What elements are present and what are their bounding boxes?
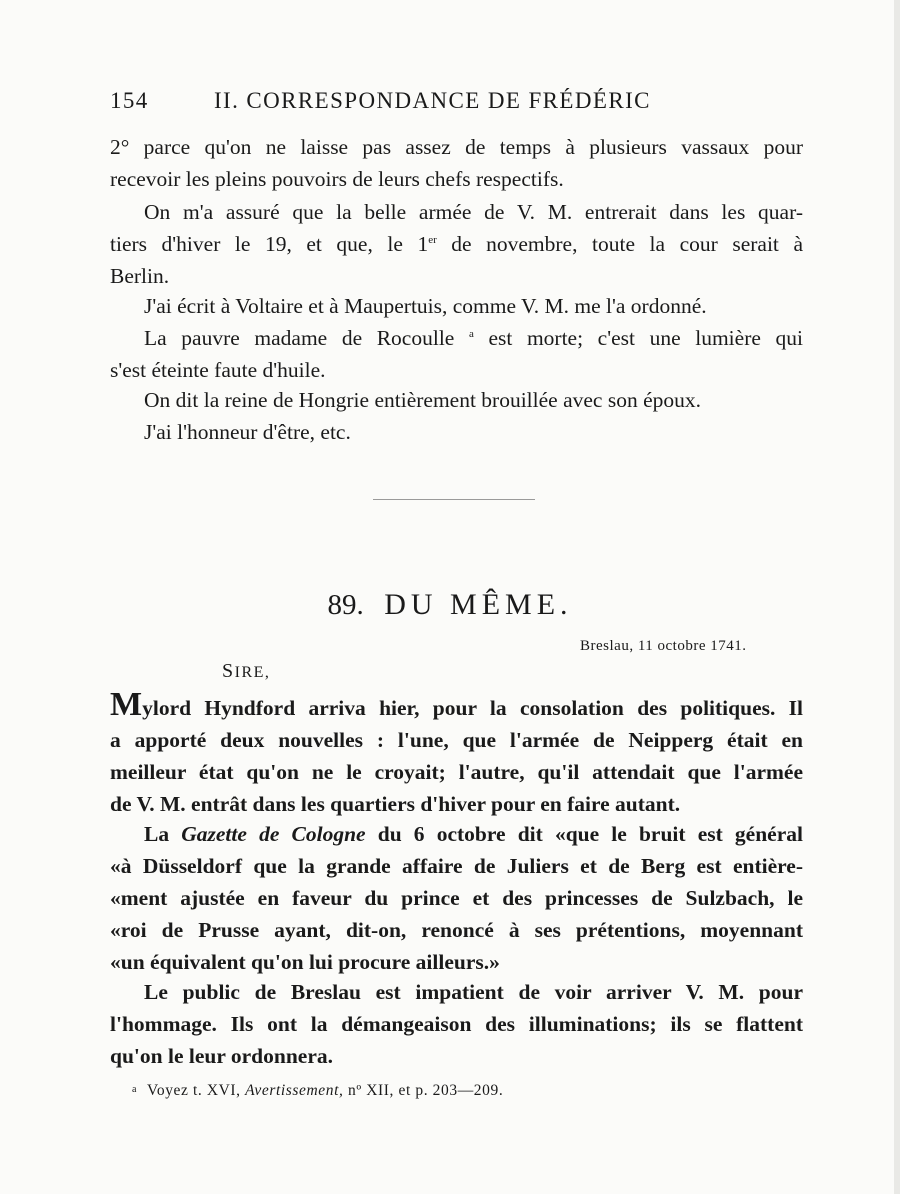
text-line: meilleur état qu'on ne le croyait; l'autre, qu'il attendait que l'armée: [110, 760, 803, 784]
drop-initial: M: [110, 686, 143, 723]
text-line: «à Düsseldorf que la grande affaire de Juliers et de Berg est entière-: [110, 854, 803, 878]
footnote-mark: a: [132, 1084, 138, 1095]
footnote-italic: Avertissement,: [245, 1082, 344, 1099]
text-line: [110, 322, 803, 354]
text-line: J'ai l'honneur d'être, etc.: [144, 420, 351, 444]
text-fragment: Voyez t. XVI,: [147, 1082, 246, 1099]
page-number: 154: [110, 88, 149, 113]
text-line: qu'on le leur ordonnera.: [110, 1044, 333, 1068]
letter-number: 89.: [327, 589, 364, 621]
newspaper-title: Gazette de Cologne: [181, 822, 366, 846]
paragraph-army-quarters: [110, 196, 803, 292]
text-line: l'hommage. Ils ont la démangeaison des illuminations; ils se flattent: [110, 1012, 803, 1036]
text-fragment: nº XII, et p. 203—209.: [343, 1082, 504, 1099]
text-line: «un équivalent qu'on lui procure ailleurs.»: [110, 950, 500, 974]
running-head: [110, 88, 810, 120]
text-fragment: La pauvre madame de Rocoulle: [144, 326, 455, 350]
text-line: a apporté deux nouvelles : l'une, que l'armée de Neipperg était en: [110, 728, 803, 752]
text-fragment: ylord Hyndford arriva hier, pour la consolation des politiques. Il: [142, 696, 803, 720]
text-line: [110, 818, 803, 850]
paragraph-continuation: [110, 131, 803, 195]
page-edge-shadow: [894, 0, 900, 1194]
text-line: On m'a assuré que la belle armée de V. M. entrerait dans les quar-: [144, 200, 803, 224]
closing-formula: [110, 416, 803, 448]
section-divider: [373, 499, 535, 500]
text-line: de V. M. entrât dans les quartiers d'hiver pour en faire autant.: [110, 792, 681, 816]
text-line: 2° parce qu'on ne laisse pas assez de temps à plusieurs vassaux pour: [110, 135, 803, 159]
paragraph-hongrie: [110, 384, 803, 416]
text-line: J'ai écrit à Voltaire et à Maupertuis, comme V. M. me l'a ordonné.: [144, 294, 707, 318]
salutation-initial: S: [222, 660, 235, 682]
text-fragment: du 6 octobre dit «que le bruit est général: [365, 822, 803, 846]
paragraph-hyndford: [110, 686, 803, 820]
salutation: [222, 660, 270, 683]
text-line: [110, 228, 803, 260]
text-line: «ment ajustée en faveur du prince et des princesses de Sulzbach, le: [110, 886, 803, 910]
text-fragment: de novembre, toute la cour serait à: [436, 232, 803, 256]
text-line: [110, 686, 803, 724]
paragraph-gazette: [110, 818, 803, 978]
running-title: II. CORRESPONDANCE DE FRÉDÉRIC: [214, 88, 651, 113]
paragraph-voltaire: [110, 290, 803, 322]
superscript: er: [428, 234, 437, 246]
letter-title: DU MÊME.: [384, 588, 573, 621]
footnote: [132, 1082, 503, 1100]
text-line: Le public de Breslau est impatient de voir arriver V. M. pour: [144, 980, 803, 1004]
text-line: «roi de Prusse ayant, dit-on, renoncé à ses prétentions, moyennant: [110, 918, 803, 942]
salutation-rest: IRE,: [234, 664, 271, 681]
text-fragment: La: [144, 822, 182, 846]
footnote-mark: a: [468, 328, 474, 340]
text-fragment: est morte; c'est une lumière qui: [473, 326, 803, 350]
text-line: Berlin.: [110, 264, 170, 288]
text-line: On dit la reine de Hongrie entièrement brouillée avec son époux.: [144, 388, 702, 412]
text-fragment: tiers d'hiver le 19, et que, le 1: [110, 232, 429, 256]
text-line: s'est éteinte faute d'huile.: [110, 358, 326, 382]
text-line: recevoir les pleins pouvoirs de leurs chefs respectifs.: [110, 167, 564, 191]
letter-heading: [0, 588, 900, 622]
paragraph-rocoulle: [110, 322, 803, 386]
paragraph-breslau: [110, 976, 803, 1072]
dateline: Breslau, 11 octobre 1741.: [580, 638, 747, 654]
